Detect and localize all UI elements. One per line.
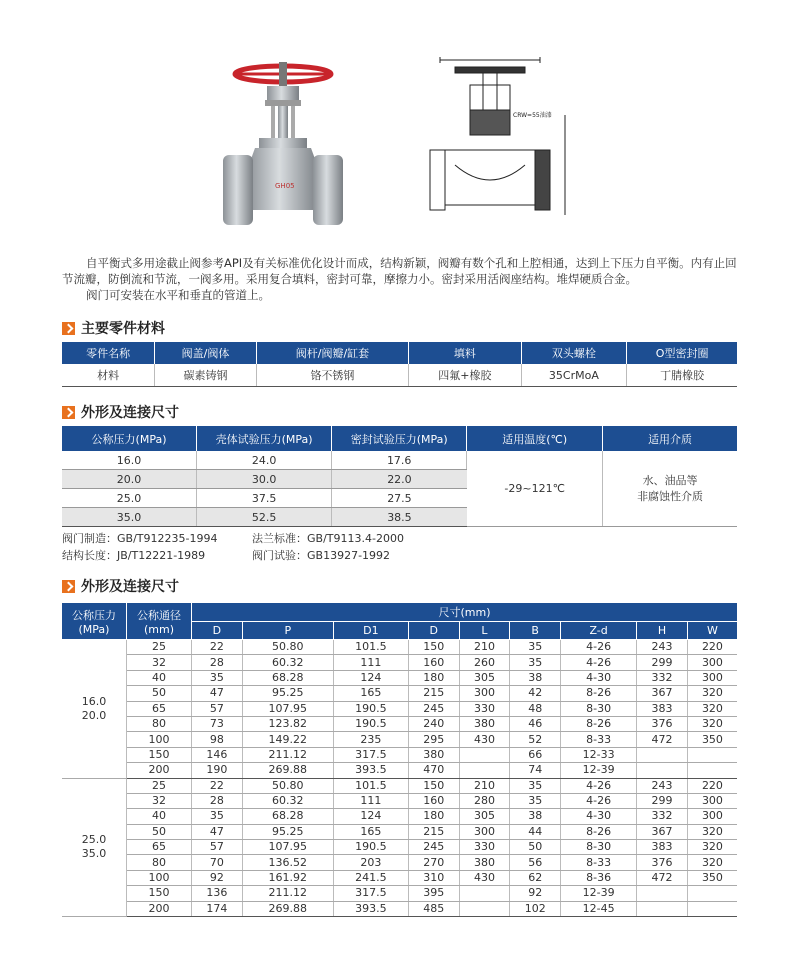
header-pressure: 公称压力(MPa) — [62, 603, 127, 640]
table-cell — [637, 886, 688, 901]
table-cell: 100 — [127, 870, 192, 885]
table-cell: 210 — [459, 778, 510, 793]
header-cell: O型密封圈 — [627, 342, 737, 364]
table-cell: 269.88 — [242, 763, 333, 778]
table-cell: 320 — [687, 701, 737, 716]
table-cell: 101.5 — [333, 778, 408, 793]
table-cell: 320 — [687, 686, 737, 701]
table-cell: 305 — [459, 809, 510, 824]
table-cell: 305 — [459, 670, 510, 685]
table-row — [62, 901, 737, 916]
table-cell: 56 — [510, 855, 561, 870]
standards-list — [62, 530, 404, 564]
table-cell: 200 — [127, 901, 192, 916]
table-cell: 165 — [333, 824, 408, 839]
table-cell: 146 — [192, 747, 243, 762]
table-cell: 150 — [408, 640, 459, 655]
table-cell: 47 — [192, 824, 243, 839]
table-cell: 8-30 — [561, 701, 637, 716]
valve-photo — [215, 60, 350, 235]
table-cell: 393.5 — [333, 763, 408, 778]
subheader-cell: B — [510, 622, 561, 640]
table-cell: 57 — [192, 701, 243, 716]
subheader-cell: D — [408, 622, 459, 640]
table-row — [62, 793, 737, 808]
table-cell: 12-45 — [561, 901, 637, 916]
table-cell — [459, 747, 510, 762]
header-cell: 阀盖/阀体 — [155, 342, 256, 364]
table-row — [62, 778, 737, 793]
table-row — [62, 747, 737, 762]
temperature-cell: -29~121℃ — [467, 451, 603, 527]
table-cell: 241.5 — [333, 870, 408, 885]
table-cell: 22.0 — [332, 470, 467, 489]
table-cell: 材料 — [62, 364, 155, 387]
table-cell: 35 — [510, 655, 561, 670]
table-cell: 12-39 — [561, 886, 637, 901]
diagram-label: CRW=55油漆 — [513, 112, 552, 119]
table-cell: 295 — [408, 732, 459, 747]
header-cell: 适用介质 — [603, 426, 737, 451]
table-cell: 4-26 — [561, 793, 637, 808]
table-cell: 35 — [510, 640, 561, 655]
table-cell — [459, 763, 510, 778]
table-cell: 243 — [637, 640, 688, 655]
table-cell: 74 — [510, 763, 561, 778]
table-cell: 220 — [687, 778, 737, 793]
table-cell: 4-30 — [561, 670, 637, 685]
table-cell: 180 — [408, 670, 459, 685]
table-cell: 50.80 — [242, 640, 333, 655]
table-cell: 190 — [192, 763, 243, 778]
table-cell: 38 — [510, 670, 561, 685]
table-cell: 190.5 — [333, 716, 408, 731]
table-cell: 20.0 — [62, 470, 197, 489]
table-cell: 376 — [637, 855, 688, 870]
table-header-row — [62, 603, 737, 622]
table-cell: 8-30 — [561, 840, 637, 855]
table-cell: 52 — [510, 732, 561, 747]
table-cell: 270 — [408, 855, 459, 870]
table-row — [62, 670, 737, 685]
table-cell: 317.5 — [333, 886, 408, 901]
table-cell: 203 — [333, 855, 408, 870]
table-cell: 16.0 — [62, 451, 197, 470]
header-cell: 适用温度(℃) — [467, 426, 603, 451]
header-cell: 公称压力(MPa) — [62, 426, 197, 451]
materials-table — [62, 342, 737, 387]
table-cell: 57 — [192, 840, 243, 855]
medium-cell — [603, 451, 737, 527]
table-cell: 102 — [510, 901, 561, 916]
table-cell: 160 — [408, 655, 459, 670]
table-cell: 300 — [459, 824, 510, 839]
subheader-cell: Z-d — [561, 622, 637, 640]
table-cell: 25 — [127, 778, 192, 793]
table-cell: 48 — [510, 701, 561, 716]
table-cell: 100 — [127, 732, 192, 747]
table-cell: 300 — [687, 793, 737, 808]
medium-line-1: 水、油品等 — [642, 473, 698, 487]
table-cell: 136 — [192, 886, 243, 901]
table-cell: 8-33 — [561, 732, 637, 747]
intro-paragraph-2: 阀门可安装在水平和垂直的管道上。 — [86, 288, 270, 302]
table-cell: 80 — [127, 855, 192, 870]
standard-flange: 法兰标准：GB/T9113.4-2000 — [252, 532, 404, 545]
table-cell: 35 — [192, 670, 243, 685]
table-cell: 66 — [510, 747, 561, 762]
table-cell: 190.5 — [333, 701, 408, 716]
header-cell: 零件名称 — [62, 342, 155, 364]
table-cell: 35.0 — [62, 508, 197, 527]
table-cell: 300 — [687, 809, 737, 824]
table-cell: 310 — [408, 870, 459, 885]
table-cell: 245 — [408, 840, 459, 855]
table-cell: 380 — [459, 855, 510, 870]
table-cell: 300 — [687, 655, 737, 670]
table-cell: 111 — [333, 655, 408, 670]
header-cell: 填料 — [409, 342, 521, 364]
table-cell: 8-26 — [561, 686, 637, 701]
table-row — [62, 809, 737, 824]
table-header-row — [62, 426, 737, 451]
table-cell: 17.6 — [332, 451, 467, 470]
table-row — [62, 870, 737, 885]
table-cell: 27.5 — [332, 489, 467, 508]
table-cell: 32 — [127, 793, 192, 808]
table-cell: 30.0 — [197, 470, 332, 489]
table-cell: 73 — [192, 716, 243, 731]
table-cell: 376 — [637, 716, 688, 731]
table-cell: 367 — [637, 686, 688, 701]
table-cell: 95.25 — [242, 686, 333, 701]
header-cell: 阀杆/阀瓣/缸套 — [256, 342, 409, 364]
table-cell — [459, 886, 510, 901]
table-cell: 472 — [637, 732, 688, 747]
table-row — [62, 855, 737, 870]
table-cell: 320 — [687, 824, 737, 839]
table-cell: 299 — [637, 793, 688, 808]
table-cell: 211.12 — [242, 747, 333, 762]
chevron-right-icon — [62, 322, 75, 335]
table-cell: 52.5 — [197, 508, 332, 527]
table-cell — [637, 901, 688, 916]
table-cell: 50 — [127, 824, 192, 839]
table-cell — [687, 763, 737, 778]
table-cell: 220 — [687, 640, 737, 655]
table-cell: 300 — [687, 670, 737, 685]
table-cell: 200 — [127, 763, 192, 778]
table-row — [62, 824, 737, 839]
intro-paragraph-1: 自平衡式多用途截止阀参考API及有关标准优化设计而成，结构新颖，阀瓣有数个孔和上腔相通，达到上下压力自平衡。内有止回节流瓣，防倒流和节流，一阀多用。采用复合填料，密封可靠，摩擦力小。密封采用活阀座结构。堆焊硬质合金。 — [62, 256, 737, 286]
table-cell: 350 — [687, 732, 737, 747]
subheader-cell: D1 — [333, 622, 408, 640]
chevron-right-icon — [62, 580, 75, 593]
table-cell — [637, 747, 688, 762]
table-cell: 35 — [510, 793, 561, 808]
table-cell: 485 — [408, 901, 459, 916]
section-title-pressure — [62, 402, 179, 422]
table-cell: 332 — [637, 809, 688, 824]
table-cell: 190.5 — [333, 840, 408, 855]
table-cell: 70 — [192, 855, 243, 870]
table-row — [62, 364, 737, 387]
table-cell: 174 — [192, 901, 243, 916]
table-cell: 65 — [127, 701, 192, 716]
table-cell: 22 — [192, 640, 243, 655]
dimensions-table — [62, 603, 737, 917]
table-row — [62, 886, 737, 901]
table-cell: 211.12 — [242, 886, 333, 901]
subheader-cell: W — [687, 622, 737, 640]
table-cell: 32 — [127, 655, 192, 670]
table-cell: 107.95 — [242, 701, 333, 716]
table-cell: 150 — [408, 778, 459, 793]
table-cell — [687, 886, 737, 901]
table-cell: 8-33 — [561, 855, 637, 870]
table-cell: 35 — [192, 809, 243, 824]
table-cell: 丁腈橡胶 — [627, 364, 737, 387]
header-cell: 壳体试验压力(MPa) — [197, 426, 332, 451]
table-cell: 24.0 — [197, 451, 332, 470]
table-cell: 62 — [510, 870, 561, 885]
pressure-table — [62, 426, 737, 527]
table-cell — [637, 763, 688, 778]
table-cell: 332 — [637, 670, 688, 685]
table-cell: 350 — [687, 870, 737, 885]
table-cell: 330 — [459, 840, 510, 855]
table-cell: 215 — [408, 686, 459, 701]
header-dims: 尺寸(mm) — [192, 603, 738, 622]
table-row — [62, 686, 737, 701]
table-cell: 60.32 — [242, 793, 333, 808]
table-cell: 320 — [687, 855, 737, 870]
table-cell: 50.80 — [242, 778, 333, 793]
table-cell: 393.5 — [333, 901, 408, 916]
table-cell: 380 — [408, 747, 459, 762]
table-cell: 四氟+橡胶 — [409, 364, 521, 387]
section-title-text: 外形及连接尺寸 — [81, 405, 179, 421]
table-cell: 243 — [637, 778, 688, 793]
table-cell: 150 — [127, 747, 192, 762]
intro-text — [62, 255, 742, 303]
header-dn: 公称通径(mm) — [127, 603, 192, 640]
pressure-label: 35.0 — [81, 847, 107, 861]
table-cell: 395 — [408, 886, 459, 901]
table-cell: 240 — [408, 716, 459, 731]
table-cell: 40 — [127, 809, 192, 824]
subheader-cell: D — [192, 622, 243, 640]
table-cell: 317.5 — [333, 747, 408, 762]
table-cell: 38 — [510, 809, 561, 824]
table-cell: 4-26 — [561, 655, 637, 670]
table-cell: 300 — [459, 686, 510, 701]
table-cell: 149.22 — [242, 732, 333, 747]
table-cell — [459, 901, 510, 916]
table-cell: 215 — [408, 824, 459, 839]
table-cell: 28 — [192, 655, 243, 670]
section-title-dimensions — [62, 576, 179, 596]
table-cell: 235 — [333, 732, 408, 747]
table-cell: 320 — [687, 840, 737, 855]
table-cell: 111 — [333, 793, 408, 808]
table-cell: 50 — [127, 686, 192, 701]
table-cell: 68.28 — [242, 809, 333, 824]
table-row — [62, 763, 737, 778]
table-cell: 68.28 — [242, 670, 333, 685]
table-cell — [687, 747, 737, 762]
table-cell: 180 — [408, 809, 459, 824]
standard-length: 结构长度：JB/T12221-1989 — [62, 549, 206, 562]
subheader-cell: H — [637, 622, 688, 640]
table-cell: 165 — [333, 686, 408, 701]
table-header-row — [62, 342, 737, 364]
valve-section-diagram — [425, 55, 575, 235]
table-cell: 161.92 — [242, 870, 333, 885]
header-cell: 密封试验压力(MPa) — [332, 426, 467, 451]
table-row — [62, 451, 737, 470]
table-cell: 299 — [637, 655, 688, 670]
table-cell: 25 — [127, 640, 192, 655]
section-title-text: 外形及连接尺寸 — [81, 579, 179, 595]
table-row — [62, 840, 737, 855]
table-cell: 470 — [408, 763, 459, 778]
table-cell: 123.82 — [242, 716, 333, 731]
chevron-right-icon — [62, 406, 75, 419]
table-cell: 65 — [127, 840, 192, 855]
table-cell: 38.5 — [332, 508, 467, 527]
table-cell: 80 — [127, 716, 192, 731]
table-row — [62, 701, 737, 716]
table-cell: 35CrMoA — [521, 364, 627, 387]
table-cell — [687, 901, 737, 916]
table-cell: 150 — [127, 886, 192, 901]
section-title-text: 主要零件材料 — [81, 321, 165, 337]
table-cell: 35 — [510, 778, 561, 793]
subheader-cell: L — [459, 622, 510, 640]
table-cell: 101.5 — [333, 640, 408, 655]
table-cell: 260 — [459, 655, 510, 670]
table-cell: 269.88 — [242, 901, 333, 916]
table-cell: 40 — [127, 670, 192, 685]
table-cell: 383 — [637, 840, 688, 855]
table-cell: 380 — [459, 716, 510, 731]
pressure-label: 25.0 — [81, 833, 107, 847]
table-cell: 28 — [192, 793, 243, 808]
table-cell: 47 — [192, 686, 243, 701]
table-cell: 50 — [510, 840, 561, 855]
table-cell: 320 — [687, 716, 737, 731]
table-cell: 124 — [333, 809, 408, 824]
table-cell: 160 — [408, 793, 459, 808]
table-cell: 4-30 — [561, 809, 637, 824]
subheader-cell: P — [242, 622, 333, 640]
table-cell: 280 — [459, 793, 510, 808]
standard-test: 阀门试验：GB13927-1992 — [252, 549, 391, 562]
pressure-label: 16.0 — [81, 694, 107, 708]
table-cell: 12-39 — [561, 763, 637, 778]
pressure-group-cell — [62, 778, 127, 917]
table-cell: 42 — [510, 686, 561, 701]
table-cell: 8-26 — [561, 824, 637, 839]
table-cell: 60.32 — [242, 655, 333, 670]
table-row — [62, 655, 737, 670]
table-cell: 124 — [333, 670, 408, 685]
table-cell: 37.5 — [197, 489, 332, 508]
medium-line-2: 非腐蚀性介质 — [637, 489, 704, 503]
table-cell: 25.0 — [62, 489, 197, 508]
table-cell: 22 — [192, 778, 243, 793]
table-cell: 95.25 — [242, 824, 333, 839]
table-cell: 4-26 — [561, 640, 637, 655]
table-cell: 8-26 — [561, 716, 637, 731]
table-cell: 430 — [459, 732, 510, 747]
header-cell: 双头螺栓 — [521, 342, 627, 364]
table-cell: 8-36 — [561, 870, 637, 885]
table-cell: 44 — [510, 824, 561, 839]
table-cell: 碳素铸钢 — [155, 364, 256, 387]
table-cell: 12-33 — [561, 747, 637, 762]
pressure-label: 20.0 — [81, 708, 107, 722]
table-row — [62, 640, 737, 655]
table-row — [62, 716, 737, 731]
table-cell: 92 — [192, 870, 243, 885]
table-cell: 46 — [510, 716, 561, 731]
dimensions-body — [62, 640, 737, 917]
table-cell: 472 — [637, 870, 688, 885]
table-cell: 330 — [459, 701, 510, 716]
standard-manufacture: 阀门制造：GB/T912235-1994 — [62, 532, 218, 545]
table-cell: 107.95 — [242, 840, 333, 855]
table-cell: 铬不锈钢 — [256, 364, 409, 387]
table-cell: 4-26 — [561, 778, 637, 793]
table-row — [62, 732, 737, 747]
section-title-materials — [62, 318, 165, 338]
pressure-group-cell — [62, 640, 127, 779]
table-cell: 92 — [510, 886, 561, 901]
table-cell: 210 — [459, 640, 510, 655]
svg-text:GH05: GH05 — [275, 182, 295, 190]
table-cell: 136.52 — [242, 855, 333, 870]
table-cell: 367 — [637, 824, 688, 839]
table-cell: 430 — [459, 870, 510, 885]
table-cell: 98 — [192, 732, 243, 747]
table-cell: 245 — [408, 701, 459, 716]
table-cell: 383 — [637, 701, 688, 716]
